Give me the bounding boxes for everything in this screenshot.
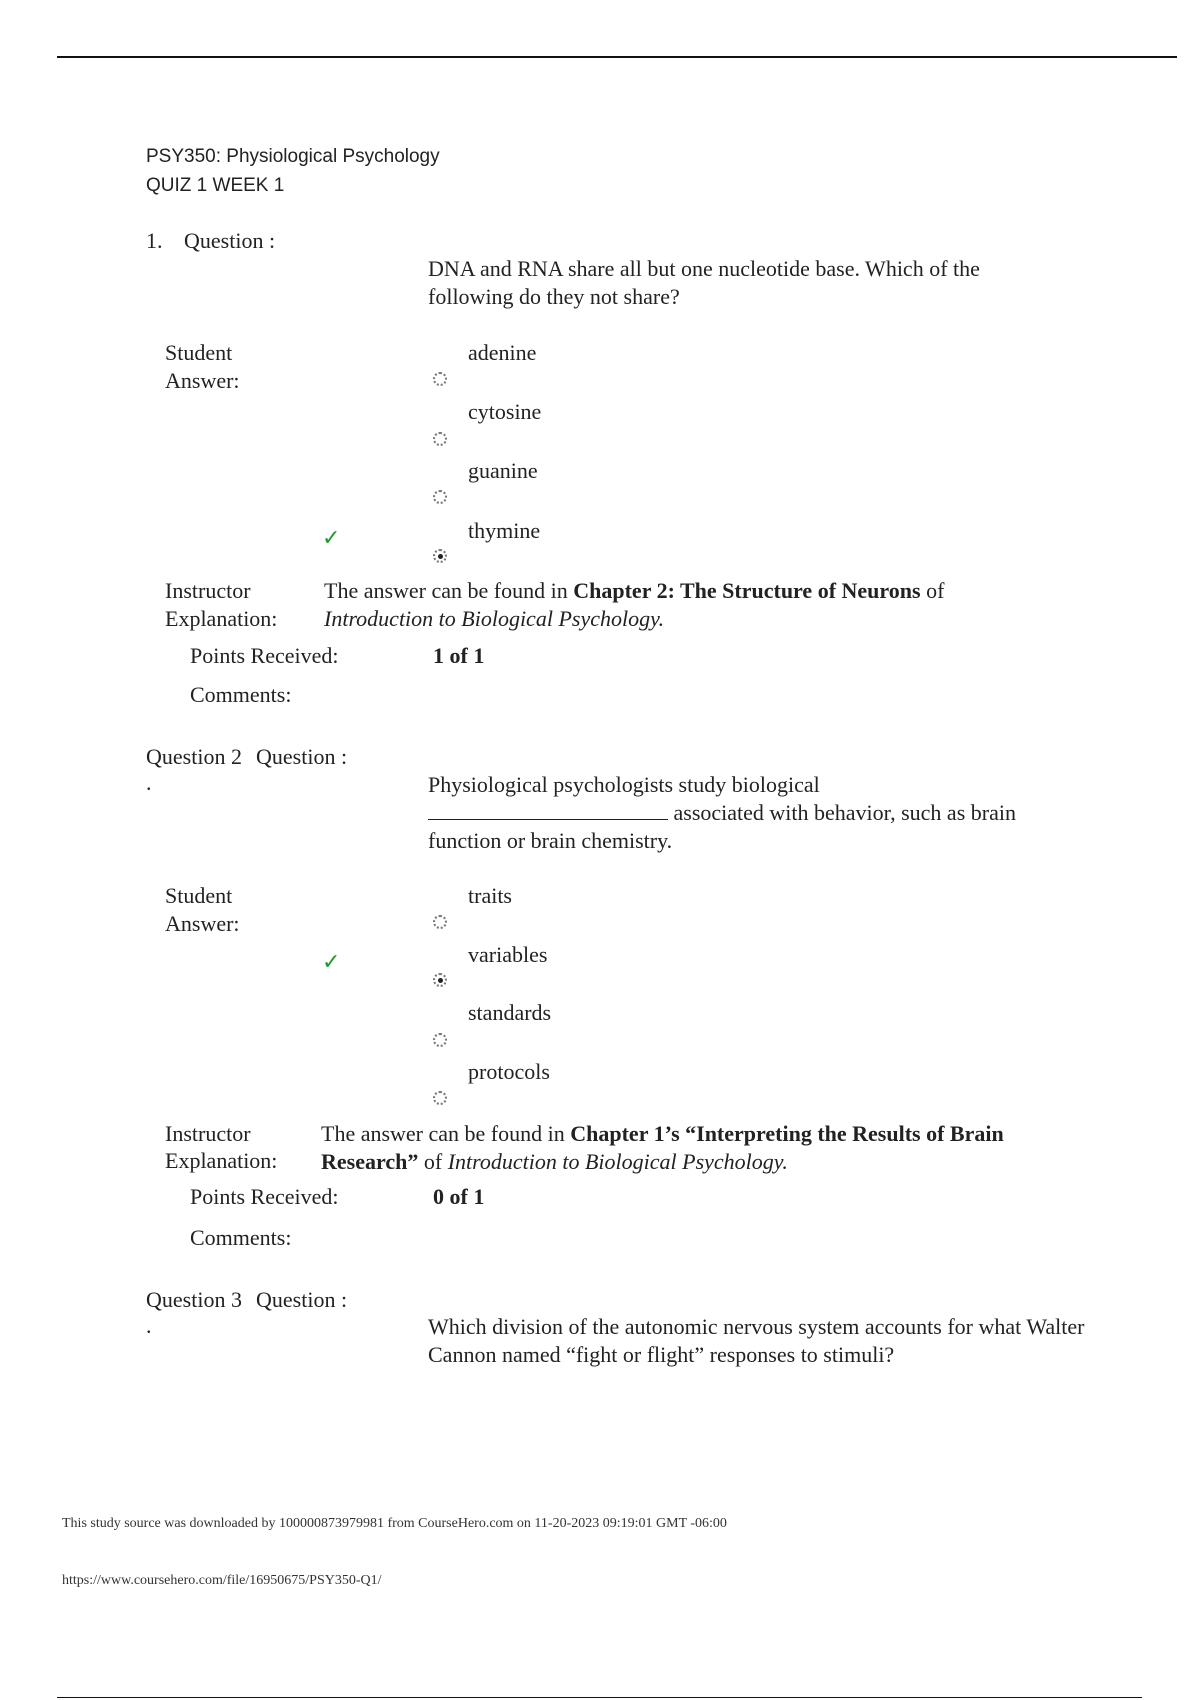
option-radio[interactable]	[433, 915, 447, 929]
instructor-label: Instructor	[165, 578, 251, 603]
option-label: adenine	[468, 340, 537, 365]
question-number: 1.	[146, 228, 163, 253]
explanation-label: Explanation:	[165, 1148, 278, 1173]
question-label: Question :	[184, 228, 276, 253]
option-radio[interactable]	[433, 372, 447, 386]
instructor-explanation: The answer can be found in Chapter 2: The Structure of Neurons of Introduction to Biological Psychology.	[324, 578, 945, 631]
option-label: traits	[468, 883, 512, 908]
points-label: Points Received:	[190, 643, 339, 668]
student-label: Student	[165, 883, 233, 908]
option-radio[interactable]	[433, 1033, 447, 1047]
question-label: Question :	[256, 744, 348, 769]
question-text: DNA and RNA share all but one nucleotide base. Which of the following do they not share?	[428, 256, 980, 309]
correct-check-icon: ✓	[322, 950, 341, 975]
points-value: 0 of 1	[433, 1184, 485, 1209]
source-url[interactable]: https://www.coursehero.com/file/16950675/PSY350-Q1/	[62, 1573, 382, 1588]
course-title: PSY350: Physiological Psychology	[146, 146, 440, 167]
student-label: Student	[165, 340, 233, 365]
comments-label: Comments:	[190, 682, 292, 707]
option-label: standards	[468, 1000, 552, 1025]
source-notice: This study source was downloaded by 100000873979981 from CourseHero.com on 11-20-2023 09:19:01 GMT -06:00	[62, 1516, 727, 1531]
option-radio[interactable]	[433, 1091, 447, 1105]
question-dot: .	[146, 770, 152, 795]
option-label: cytosine	[468, 399, 542, 424]
option-label: protocols	[468, 1059, 550, 1084]
option-label: guanine	[468, 458, 538, 483]
option-label: variables	[468, 942, 548, 967]
question-number: Question 2	[146, 744, 242, 769]
question-dot: .	[146, 1313, 152, 1338]
option-radio[interactable]	[433, 432, 447, 446]
bottom-rule	[57, 1697, 1142, 1698]
points-label: Points Received:	[190, 1184, 339, 1209]
option-label: thymine	[468, 518, 541, 543]
option-radio-selected[interactable]	[433, 973, 447, 987]
option-radio[interactable]	[433, 490, 447, 504]
top-rule	[57, 56, 1177, 58]
question-number: Question 3	[146, 1287, 242, 1312]
answer-label: Answer:	[165, 368, 240, 393]
answer-label: Answer:	[165, 911, 240, 936]
question-text: Physiological psychologists study biological associated with behavior, such as brain function or brain chemistry.	[428, 772, 1016, 853]
option-radio-selected[interactable]	[433, 549, 447, 563]
explanation-label: Explanation:	[165, 606, 278, 631]
points-value: 1 of 1	[433, 643, 485, 668]
question-text: Which division of the autonomic nervous system accounts for what Walter Cannon named “fight or flight” responses to stimuli?	[428, 1314, 1085, 1367]
instructor-label: Instructor	[165, 1121, 251, 1146]
instructor-explanation: The answer can be found in Chapter 1’s “Interpreting the Results of Brain Research” of Introduction to Biological Psychology.	[321, 1121, 1004, 1174]
question-label: Question :	[256, 1287, 348, 1312]
comments-label: Comments:	[190, 1225, 292, 1250]
correct-check-icon: ✓	[322, 526, 341, 551]
quiz-title: QUIZ 1 WEEK 1	[146, 175, 285, 196]
answer-blank	[428, 801, 668, 820]
